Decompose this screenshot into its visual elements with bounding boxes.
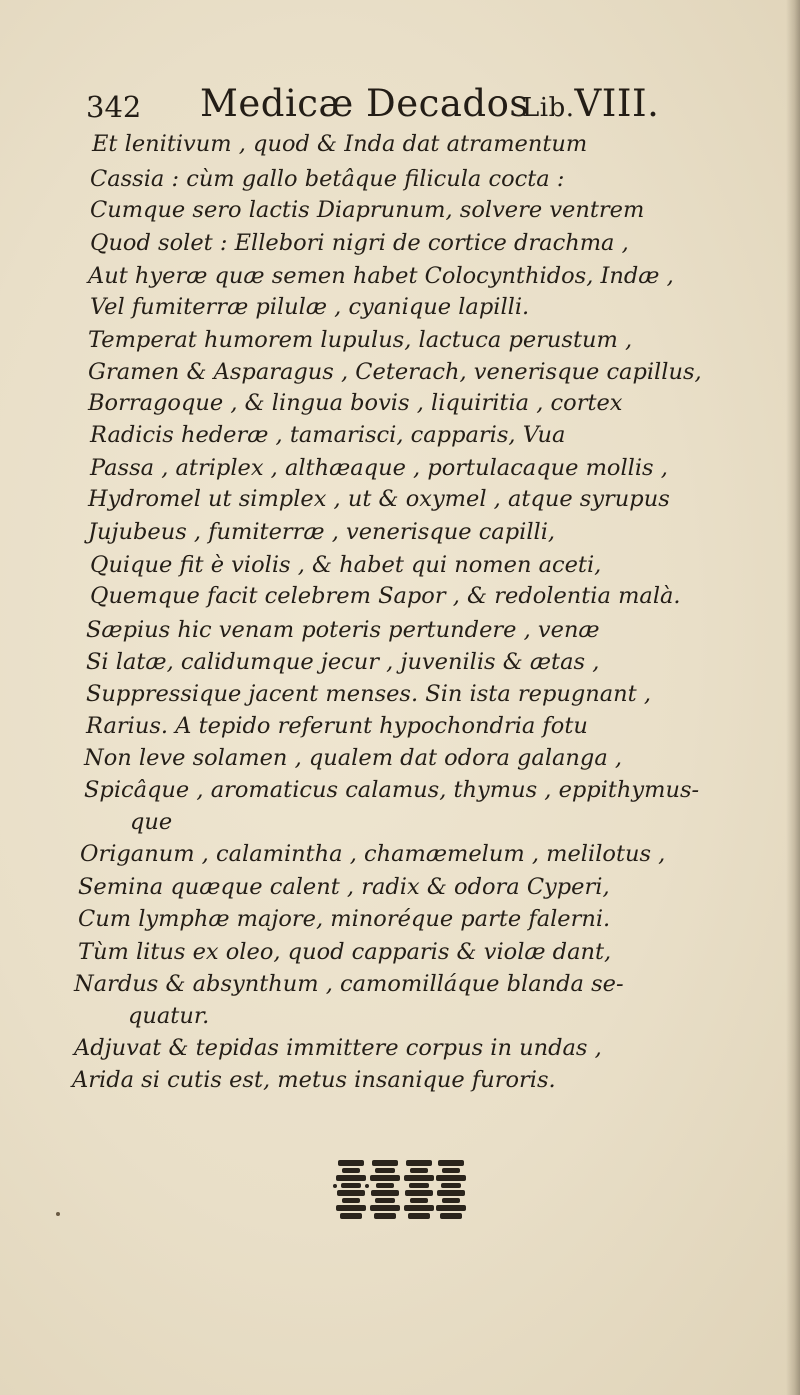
verse-text: Vel fumiterræ pilulæ , cyanique lapilli. — [90, 294, 530, 320]
verse-text: quatur. — [128, 1003, 210, 1029]
verse-line — [0, 1066, 760, 1096]
verse-line — [0, 582, 760, 612]
verse-text: Adjuvat & tepidas immittere corpus in undas , — [74, 1035, 602, 1061]
verse-line — [0, 262, 760, 292]
verse-line — [0, 873, 760, 903]
book-abbrev: Lib. — [522, 93, 575, 123]
verse-line — [0, 454, 760, 484]
verse-text: Borragoque , & lingua bovis , liquiritia , cortex — [88, 390, 623, 416]
verse-line — [0, 293, 760, 323]
verse-line — [0, 229, 760, 259]
verse-text: Quod solet : Ellebori nigri de cortice drachma , — [90, 230, 629, 256]
verse-text: Arida si cutis est, metus insanique furoris. — [72, 1067, 556, 1093]
verse-text: Si latæ, calidumque jecur , juvenilis & ætas , — [86, 649, 600, 675]
ink-speck — [56, 1212, 60, 1216]
verse-text: Spicâque , aromaticus calamus, thymus , eppithymus- — [84, 777, 700, 803]
running-title: Medicæ Decados — [200, 82, 529, 125]
verse-text: Origanum , calamintha , chamæmelum , melilotus , — [80, 841, 666, 867]
verse-text: Semina quæque calent , radix & odora Cyperi, — [78, 874, 610, 900]
running-header — [86, 78, 726, 126]
verse-text: Tùm litus ex oleo, quod capparis & violæ dant, — [78, 939, 612, 965]
verse-line — [0, 712, 760, 742]
page-number: 342 — [86, 90, 142, 124]
verse-text: Nardus & absynthum , camomilláque blanda se- — [74, 971, 624, 997]
verse-line — [0, 130, 760, 160]
verse-line — [0, 776, 760, 806]
verse-text: Radicis hederæ , tamarisci, capparis, Vua — [90, 422, 566, 448]
verse-line — [0, 551, 760, 581]
verse-line — [0, 680, 760, 710]
verse-text: Cumque sero lactis Diaprunum, solvere ventrem — [90, 197, 645, 223]
verse-line — [0, 421, 760, 451]
verse-line — [0, 905, 760, 935]
verse-text: Et lenitivum , quod & Inda dat atramentum — [92, 131, 588, 157]
verse-text: Cum lymphæ majore, minoréque parte falerni. — [78, 906, 611, 932]
verse-text: Rarius. A tepido referunt hypochondria fotu — [86, 713, 588, 739]
verse-text: Non leve solamen , qualem dat odora galanga , — [84, 745, 623, 771]
verse-line — [0, 938, 760, 968]
verse-line — [0, 165, 760, 195]
verse-text: Cassia : cùm gallo betâque filicula cocta : — [90, 166, 565, 192]
book-number: VIII. — [574, 82, 660, 125]
book-label — [522, 82, 659, 125]
verse-line — [0, 648, 760, 678]
verse-text: Temperat humorem lupulus, lactuca perustum , — [88, 327, 633, 353]
verse-line — [0, 970, 760, 1000]
verse-text: Jujubeus , fumiterræ , venerisque capilli, — [88, 519, 556, 545]
verse-text: Suppressique jacent menses. Sin ista repugnant , — [86, 681, 651, 707]
verse-line — [0, 616, 760, 646]
verse-line — [0, 326, 760, 356]
verse-line — [0, 358, 760, 388]
verse-line — [0, 840, 760, 870]
page-edge-shadow — [786, 0, 800, 1395]
printer-fleuron-ornament-icon — [332, 1156, 468, 1224]
verse-text: que — [130, 809, 173, 835]
verse-line — [0, 808, 760, 838]
verse-line — [0, 518, 760, 548]
fleuron-piece — [333, 1160, 369, 1219]
verse-text: Quique fit è violis , & habet qui nomen aceti, — [90, 552, 602, 578]
verse-text: Quemque facit celebrem Sapor , & redolentia malà. — [90, 583, 681, 609]
verse-text: Hydromel ut simplex , ut & oxymel , atque syrupus — [88, 486, 670, 512]
verse-text: Gramen & Asparagus , Ceterach, venerisque capillus, — [88, 359, 702, 385]
verse-line — [0, 1002, 760, 1032]
verse-line — [0, 485, 760, 515]
verse-line — [0, 744, 760, 774]
verse-text: Aut hyeræ quæ semen habet Colocynthidos, Indæ , — [88, 263, 674, 289]
verse-line — [0, 389, 760, 419]
verse-text: Sæpius hic venam poteris pertundere , venæ — [86, 617, 600, 643]
verse-text: Passa , atriplex , althæaque , portulacaque mollis , — [90, 455, 668, 481]
verse-line — [0, 196, 760, 226]
verse-line — [0, 1034, 760, 1064]
